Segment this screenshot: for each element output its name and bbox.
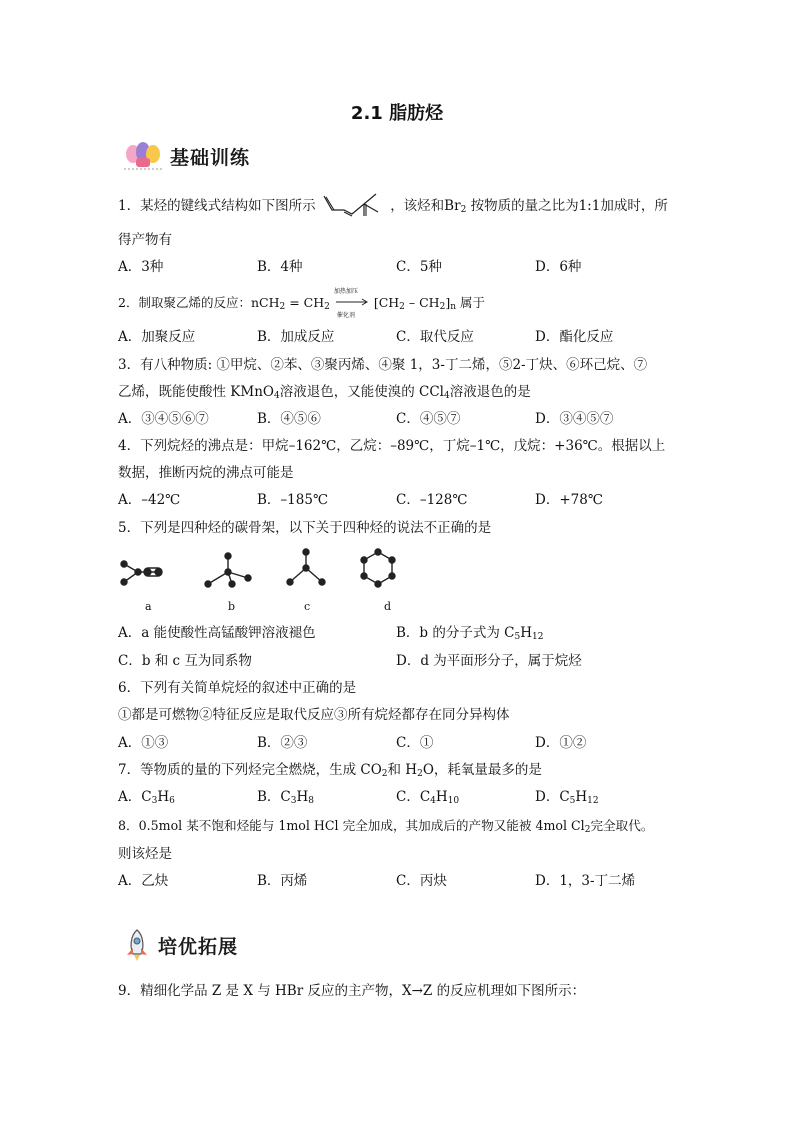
q1-text-a: 1．某烃的键线式结构如下图所示: [118, 198, 316, 214]
q7-opta-s2: 6: [169, 796, 175, 806]
q7-sub2: 2: [417, 769, 423, 779]
q3-option-a[interactable]: A．③④⑤⑥⑦: [118, 411, 209, 427]
question-3-stem-cont: [118, 383, 531, 405]
q7-optd-s1: 5: [569, 796, 576, 806]
question-3-stem: 3．有八种物质: ①甲烷、②苯、③聚丙烯、④聚 1，3-丁二烯，⑤2-丁炔、⑥环己烷、⑦: [118, 357, 648, 373]
q5-option-c[interactable]: C．b 和 c 互为同系物: [118, 653, 252, 669]
q7-optd-s2: 12: [587, 796, 599, 806]
q5-label-c: c: [304, 600, 311, 613]
q3-sub2: 4: [443, 391, 450, 401]
q2-arrow-top: 加热加压: [333, 288, 358, 295]
q5-label-a: a: [145, 600, 152, 613]
q2-arrow-bottom: 催化剂: [336, 312, 355, 319]
q2-option-b[interactable]: B．加成反应: [257, 329, 335, 345]
q2-text-d: – CH: [404, 295, 440, 310]
ice-cream-icon: [122, 141, 164, 171]
q7-option-d[interactable]: [535, 788, 599, 810]
q2-option-c[interactable]: C．取代反应: [396, 329, 474, 345]
q1-text-b: ，该烃和Br: [390, 198, 461, 214]
q6-option-d[interactable]: D．①②: [535, 735, 587, 751]
q3-text-b: 溶液退色，又能使溴的 CCl: [279, 384, 444, 400]
q2-option-d[interactable]: D．酯化反应: [535, 329, 614, 345]
q3-option-b[interactable]: B．④⑤⑥: [257, 411, 321, 427]
q5-option-b[interactable]: [396, 624, 543, 646]
q5-optb-text-b: H: [520, 625, 532, 641]
q1-option-c[interactable]: C．5种: [396, 259, 442, 275]
arrow-right-icon: [334, 297, 370, 307]
q4-option-d[interactable]: D．+78℃: [535, 492, 603, 508]
q7-opta-s1: 3: [151, 796, 158, 806]
q5-option-a[interactable]: A．a 能使酸性高锰酸钾溶液褪色: [118, 625, 316, 641]
q7-option-b[interactable]: [257, 788, 314, 810]
section-header-basic: [122, 139, 250, 173]
q2-option-a[interactable]: A．加聚反应: [118, 329, 196, 345]
q8-option-c[interactable]: C．丙炔: [396, 873, 447, 889]
question-6-statements: ①都是可燃物②特征反应是取代反应③所有烷烃都存在同分异构体: [118, 707, 510, 723]
q2-text-e: 属于: [459, 295, 485, 310]
q1-option-a[interactable]: A．3种: [118, 259, 164, 275]
q7-optc-p: C．C: [396, 789, 431, 805]
q8-option-d[interactable]: D．1，3-丁二烯: [535, 873, 636, 889]
q3-text-c: 溶液退色的是: [449, 384, 531, 400]
q7-optd-p: D．C: [535, 789, 570, 805]
q7-optb-s1: 3: [290, 796, 297, 806]
q1-option-d[interactable]: D．6种: [535, 259, 582, 275]
q2-text-b: = CH: [285, 295, 325, 310]
q7-optd-h: H: [575, 789, 588, 805]
q5-option-d[interactable]: D．d 为平面形分子，属于烷烃: [396, 653, 582, 669]
q7-optc-h: H: [435, 789, 448, 805]
q5-label-b: b: [228, 600, 236, 613]
question-6-stem: 6．下列有关简单烷烃的叙述中正确的是: [118, 680, 357, 696]
q7-opta-h: H: [157, 789, 170, 805]
q2-sub-n: n: [450, 302, 456, 312]
q5-label-d: d: [384, 600, 392, 613]
question-5-stem: 5．下列是四种烃的碳骨架，以下关于四种烃的说法不正确的是: [118, 520, 492, 536]
page-title: 2.1 脂肪烃: [350, 103, 444, 124]
q5-optb-sub2: 12: [532, 632, 544, 642]
question-2-stem: [118, 288, 485, 319]
q7-opta-p: A．C: [118, 789, 152, 805]
q1-skeletal-structure: [322, 192, 384, 218]
q3-text-a: 乙烯，既能使酸性 KMnO: [118, 384, 274, 400]
q1-sub: 2: [460, 205, 467, 215]
q4-option-a[interactable]: A．–42℃: [118, 492, 181, 508]
q2-reaction-arrow: [333, 288, 370, 319]
question-4-stem: 4．下列烷烃的沸点是：甲烷–162℃，乙烷：–89℃，丁烷–1℃，戊烷：+36℃。根据以上: [118, 438, 666, 454]
q1-text-c: 按物质的量之比为1:1加成时，所: [470, 198, 668, 214]
q2-sub2: 2: [324, 302, 330, 312]
q5-carbon-skeletons: [116, 548, 426, 600]
q7-optb-p: B．C: [257, 789, 291, 805]
q6-option-c[interactable]: C．①: [396, 735, 434, 751]
q2-sub3: 2: [399, 302, 405, 312]
q4-option-b[interactable]: B．–185℃: [257, 492, 329, 508]
q7-optb-s2: 8: [308, 796, 314, 806]
section-title-advanced: 培优拓展: [158, 935, 239, 958]
q2-text-a: 2．制取聚乙烯的反应：nCH: [118, 295, 280, 310]
question-1-stem: [118, 192, 668, 219]
q6-option-a[interactable]: A．①③: [118, 735, 169, 751]
q8-text-a: 8．0.5mol 某不饱和烃能与 1mol HCl 完全加成，其加成后的产物又能被 4mol Cl: [118, 818, 585, 833]
question-1-stem-cont: 得产物有: [118, 232, 172, 248]
q7-text-a: 7．等物质的量的下列烃完全燃烧，生成 CO: [118, 762, 382, 778]
question-8-stem-cont: 则该烃是: [118, 846, 172, 862]
q7-optc-s1: 4: [430, 796, 436, 806]
question-8-stem: [118, 817, 653, 839]
q2-polymer: $[CH_2 - CH_2]_n$: [373, 295, 456, 312]
section-title-basic: 基础训练: [170, 146, 251, 169]
q5-optb-sub1: 5: [514, 632, 521, 642]
question-4-stem-cont: 数据，推断丙烷的沸点可能是: [118, 465, 294, 481]
q2-text-c: CH: [378, 295, 400, 310]
q7-option-a[interactable]: [118, 788, 175, 810]
q7-text-c: O，耗氧量最多的是: [422, 762, 542, 778]
question-9-stem: 9．精细化学品 Z 是 X 与 HBr 反应的主产物，X→Z 的反应机理如下图所示：: [118, 983, 586, 999]
q8-option-a[interactable]: A．乙炔: [118, 873, 169, 889]
q2-sub1: 2: [279, 302, 286, 312]
q8-text-b: 完全取代。: [590, 818, 654, 833]
q8-sub1: 2: [584, 825, 591, 835]
q7-optb-h: H: [296, 789, 309, 805]
rocket-icon: [122, 928, 152, 962]
section-header-advanced: [122, 928, 238, 962]
q3-option-c[interactable]: C．④⑤⑦: [396, 411, 461, 427]
q6-option-b[interactable]: B．②③: [257, 735, 308, 751]
q3-sub1: 4: [273, 391, 280, 401]
q7-sub1: 2: [381, 769, 388, 779]
q7-text-b: 和 H: [387, 762, 418, 778]
q3-option-d[interactable]: D．③④⑤⑦: [535, 411, 614, 427]
q2-sub4: 2: [439, 302, 446, 312]
q8-option-b[interactable]: B．丙烯: [257, 873, 308, 889]
q7-optc-s2: 10: [447, 796, 460, 806]
question-7-stem: [118, 761, 542, 783]
q4-option-c[interactable]: C．–128℃: [396, 492, 468, 508]
q1-option-b[interactable]: B．4种: [257, 259, 303, 275]
q7-option-c[interactable]: [396, 788, 459, 810]
q5-optb-text-a: B．b 的分子式为 C: [396, 625, 515, 641]
